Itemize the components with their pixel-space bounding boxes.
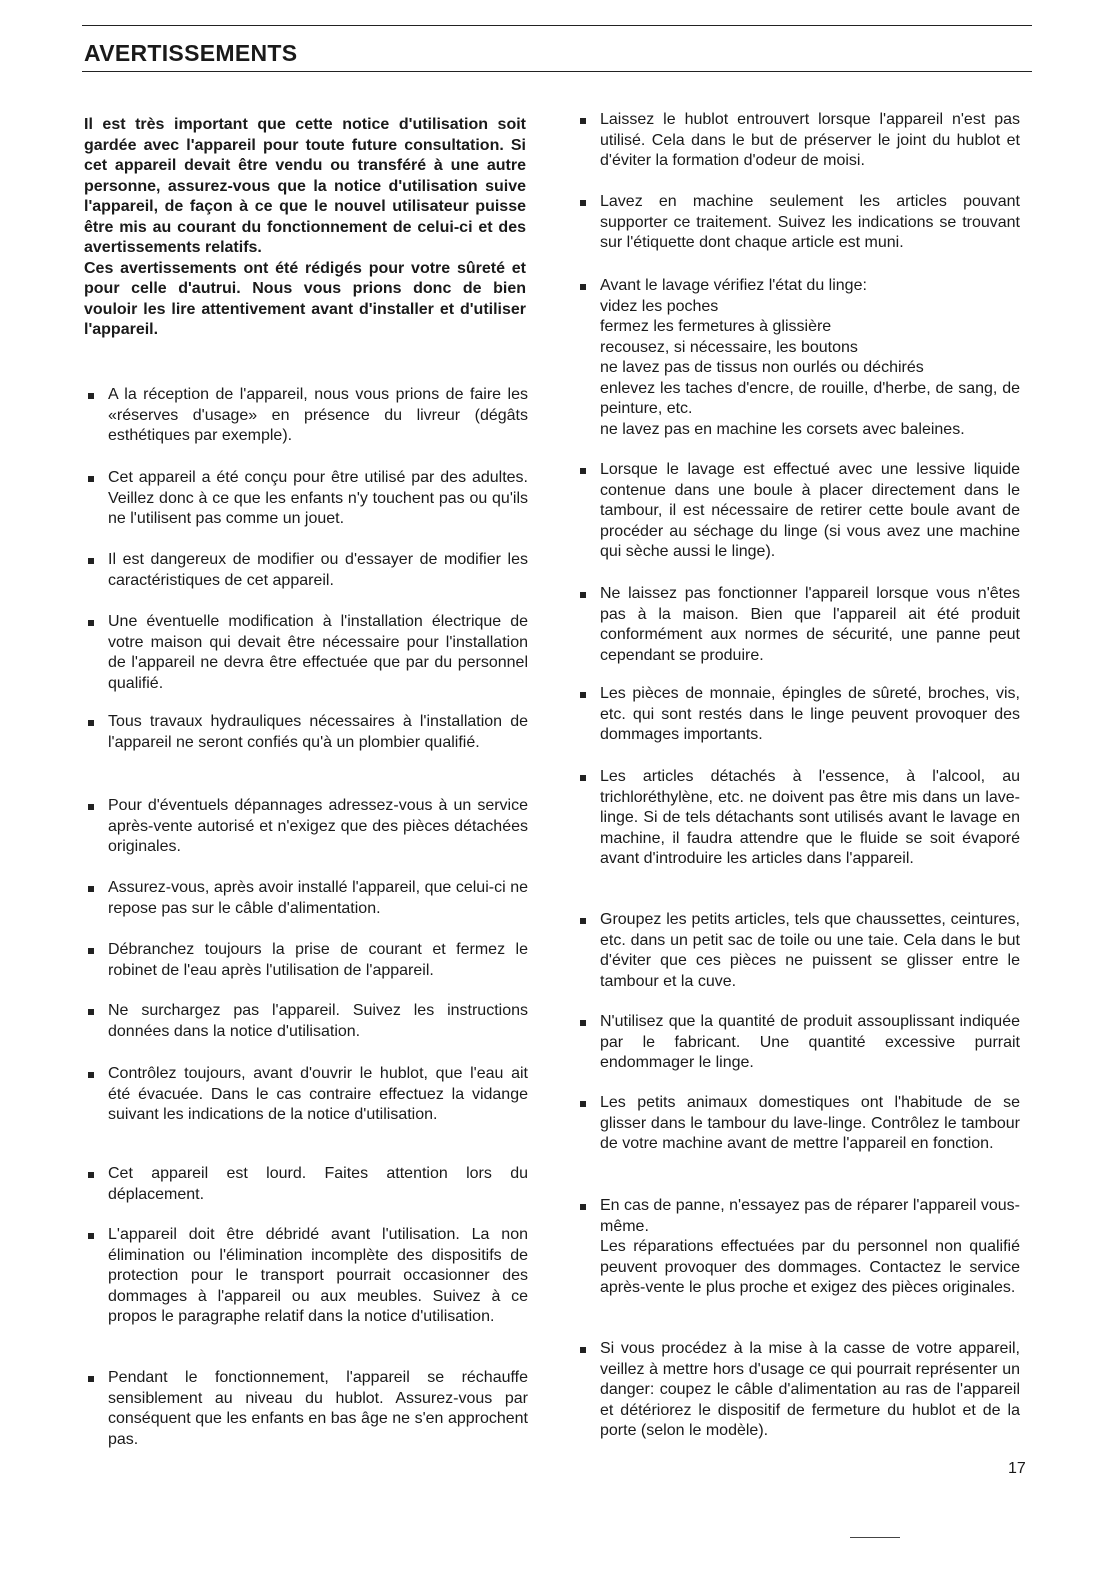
bullet-icon [88,948,94,954]
warning-item [600,1196,1020,1299]
bullet-icon [88,886,94,892]
warning-item [108,385,528,447]
warning-text: Les articles détachés à l'essence, à l'alcool, au trichloréthylène, etc. ne doivent pas être mis dans un lave-linge. Si de tels détachants sont utilisés avant le lavage en machine, il faudra attendre que le fluide se soit évaporé avant d'introduire les articles dans l'appareil. [600,768,1020,867]
warning-text: En cas de panne, n'essayez pas de réparer l'appareil vous-même. [600,1197,1020,1235]
bullet-icon [88,1072,94,1078]
bullet-icon [88,393,94,399]
warning-item [108,1164,528,1205]
warning-text: Ne laissez pas fonctionner l'appareil lorsque vous n'êtes pas à la maison. Bien que l'appareil ait été produit conformément aux normes de sécurité, une panne peut cependant se produire. [600,585,1020,664]
bullet-icon [580,1347,586,1353]
warning-item [600,584,1020,666]
warning-item [600,276,1020,440]
warning-text: Lorsque le lavage est effectué avec une lessive liquide contenue dans une boule à placer directement dans le tambour, il est nécessaire de retirer cette boule avant de procéder au séchage du linge (si vous avez une machine qui sèche aussi le linge). [600,461,1020,560]
page-number: 17 [1008,1460,1026,1477]
bullet-icon [580,468,586,474]
warning-text: Pendant le fonctionnement, l'appareil se réchauffe sensiblement au niveau du hublot. Assurez-vous par conséquent que les enfants en bas âge ne s'en approchent pas. [108,1369,528,1448]
bullet-icon [580,118,586,124]
warning-item [600,910,1020,992]
warning-text: Il est dangereux de modifier ou d'essayer de modifier les caractéristiques de cet appareil. [108,551,528,589]
warning-item [108,612,528,694]
bullet-icon [88,620,94,626]
warning-item [108,878,528,919]
bullet-icon [580,918,586,924]
warning-text: Les réparations effectuées par du personnel non qualifié peuvent provoquer des dommages. Contactez le service après-vente le plus proche et exigez des pièces originales. [600,1238,1020,1296]
checklist-line: videz les poches [600,297,719,315]
checklist-line: recousez, si nécessaire, les boutons [600,338,858,356]
bullet-icon [88,1009,94,1015]
warning-item [108,712,528,753]
intro-paragraph: Il est très important que cette notice d'utilisation soit gardée avec l'appareil pour toute future consultation. Si cet appareil devait être vendu ou transféré à une autre personne, assurez-vous que la notice d'utilisation suive l'appareil, de façon à ce que le nouvel utilisateur puisse être mis au courant du fonctionnement de celui-ci et des avertissements relatifs. [84,116,526,256]
bullet-icon [580,200,586,206]
checklist-line: fermez les fermetures à glissière [600,318,832,335]
warning-item [600,1093,1020,1155]
intro-text [84,115,526,341]
bullet-icon [88,1172,94,1178]
warning-item [108,1225,528,1328]
title-underline [82,71,1032,72]
warning-text: Contrôlez toujours, avant d'ouvrir le hublot, que l'eau ait été évacuée. Dans le cas contraire effectuez la vidange suivant les indications de la notice d'utilisation. [108,1065,528,1123]
bullet-icon [88,720,94,726]
bullet-icon [88,476,94,482]
footer-mark [850,1537,900,1538]
warning-item [108,796,528,858]
warning-text: Laissez le hublot entrouvert lorsque l'appareil n'est pas utilisé. Cela dans le but de préserver le joint du hublot et d'éviter la formation d'odeur de moisi. [600,111,1020,169]
warning-text: Pour d'éventuels dépannages adressez-vous à un service après-vente autorisé et n'exigez que des pièces détachées originales. [108,797,528,855]
warning-text: Lavez en machine seulement les articles pouvant supporter ce traitement. Suivez les indications se trouvant sur l'étiquette dont chaque article est muni. [600,193,1020,251]
warning-text: N'utilisez que la quantité de produit assouplissant indiquée par le fabricant. Une quantité excessive purrait endommager le linge. [600,1013,1020,1071]
warning-text: Tous travaux hydrauliques nécessaires à l'installation de l'appareil ne seront confiés qu'à un plombier qualifié. [108,713,528,751]
page-title: AVERTISSEMENTS [84,40,298,66]
warning-item [600,767,1020,870]
bullet-icon [580,1020,586,1026]
warning-item [108,1064,528,1126]
bullet-icon [88,1376,94,1382]
warning-item [600,1012,1020,1074]
warning-text: Ne surchargez pas l'appareil. Suivez les instructions données dans la notice d'utilisation. [108,1002,528,1040]
warning-text: Groupez les petits articles, tels que chaussettes, ceintures, etc. dans un petit sac de toile ou une taie. Cela dans le but d'éviter que ces pièces ne puissent se glisser entre le tambour et la cuve. [600,911,1020,990]
bullet-icon [88,1233,94,1239]
bullet-icon [580,692,586,698]
warning-text: Débranchez toujours la prise de courant et fermez le robinet de l'eau après l'utilisation de l'appareil. [108,941,528,979]
warning-text: A la réception de l'appareil, nous vous prions de faire les «réserves d'usage» en présence du livreur (dégâts esthétiques par exemple). [108,386,528,444]
checklist-line: enlevez les taches d'encre, de rouille, d'herbe, de sang, de peinture, etc. [600,379,1020,417]
warning-item [600,684,1020,746]
checklist-line: ne lavez pas de tissus non ourlés ou déchirés [600,359,924,376]
warning-item [108,1001,528,1042]
bullet-icon [580,775,586,781]
warning-item [600,1339,1020,1442]
warning-item [108,1368,528,1450]
bullet-icon [88,804,94,810]
warning-item [108,468,528,530]
warning-text: Cet appareil est lourd. Faites attention lors du déplacement. [108,1165,528,1203]
warning-item [600,460,1020,563]
checklist-line: ne lavez pas en machine les corsets avec baleines. [600,420,965,438]
bullet-icon [580,1101,586,1107]
bullet-icon [580,1204,586,1210]
warning-item [108,550,528,591]
top-rule [82,25,1032,26]
warning-item [600,192,1020,254]
bullet-icon [88,558,94,564]
warning-text: Assurez-vous, après avoir installé l'appareil, que celui-ci ne repose pas sur le câble d'alimentation. [108,879,528,917]
warning-text: Cet appareil a été conçu pour être utilisé par des adultes. Veillez donc à ce que les enfants n'y touchent pas ou qu'ils ne l'utilisent pas comme un jouet. [108,469,528,527]
bullet-icon [580,592,586,598]
warning-text: Une éventuelle modification à l'installation électrique de votre maison qui devait être nécessaire pour l'installation de l'appareil ne devra être effectuée que par du personnel qualifié. [108,613,528,692]
warning-item [600,110,1020,172]
warning-text: L'appareil doit être débridé avant l'utilisation. La non élimination ou l'élimination incomplète des dispositifs de protection pour le transport pourrait occasionner des dommages à l'appareil ou aux meubles. Suivez à ce propos le paragraphe relatif dans la notice d'utilisation. [108,1226,528,1325]
checklist-lead: Avant le lavage vérifiez l'état du linge: [600,277,867,294]
bullet-icon [580,284,586,290]
warning-text: Les pièces de monnaie, épingles de sûreté, broches, vis, etc. qui sont restés dans le linge peuvent provoquer des dommages importants. [600,685,1020,743]
warning-item [108,940,528,981]
warning-text: Si vous procédez à la mise à la casse de votre appareil, veillez à mettre hors d'usage ce qui pourrait représenter un danger: coupez le câble d'alimentation au ras de l'appareil et détériorez le dispositif de fermeture du hublot et de la porte (selon le modèle). [600,1340,1020,1439]
warning-text: Les petits animaux domestiques ont l'habitude de se glisser dans le tambour du lave-linge. Contrôlez le tambour de votre machine avant de mettre l'appareil en fonction. [600,1094,1020,1152]
intro-paragraph: Ces avertissements ont été rédigés pour votre sûreté et pour celle d'autrui. Nous vous prions donc de bien vouloir les lire attentivement avant d'installer et d'utiliser l'appareil. [84,259,526,338]
